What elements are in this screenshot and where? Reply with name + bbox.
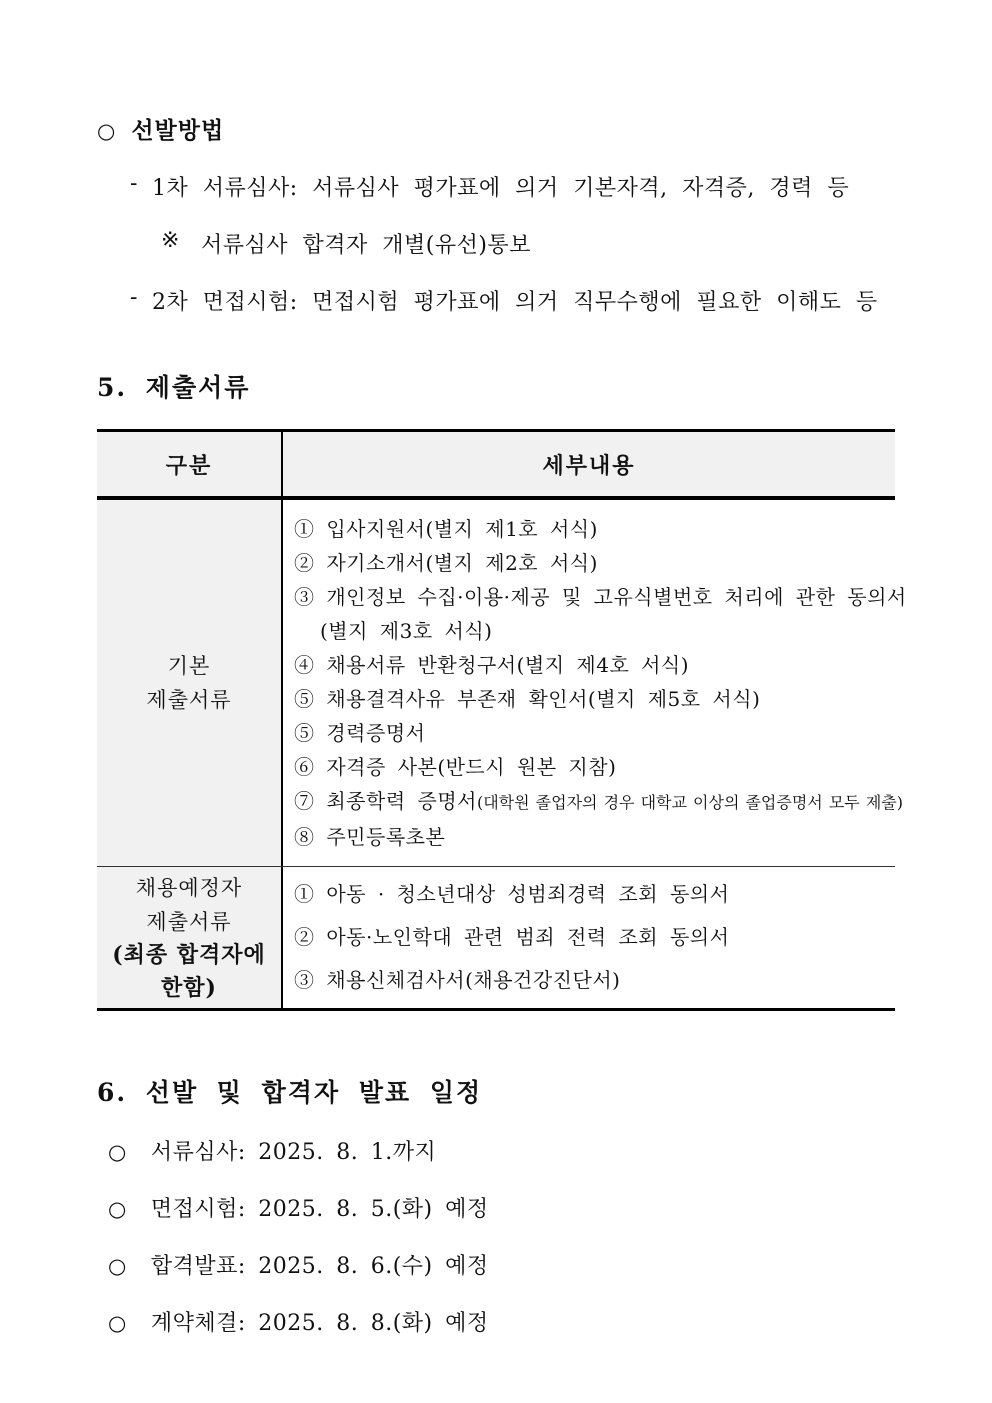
document-item: ⑤ 경력증명서 [294, 721, 426, 745]
document-item-continuation: (별지 제3호 서식) [320, 619, 493, 643]
col-header-category: 구분 [97, 432, 281, 496]
schedule-item-contract [97, 1306, 895, 1337]
document-item: ① 아동 · 청소년대상 성범죄경력 조회 동의서 [294, 882, 730, 906]
schedule-item-text: 합격발표: 2025. 8. 6.(수) 예정 [150, 1254, 489, 1279]
row-label-line: 채용예정자 [135, 875, 243, 900]
document-item-small-note: (대학원 졸업자의 경우 대학교 이상의 졸업증명서 모두 제출) [476, 793, 903, 812]
selection-step-2 [97, 285, 895, 316]
schedule-section [97, 1135, 895, 1337]
circle-bullet-icon: ○ [108, 1311, 127, 1335]
schedule-item-text: 계약체결: 2025. 8. 8.(화) 예정 [150, 1311, 489, 1336]
document-item-main: ⑦ 최종학력 증명서 [294, 789, 477, 813]
section-5-heading: 5. 제출서류 [97, 373, 251, 402]
schedule-item-interview [97, 1192, 895, 1223]
circle-bullet-icon: ○ [97, 119, 117, 143]
document-item: ⑧ 주민등록초본 [294, 825, 446, 849]
selection-step-1-text: 1차 서류심사: 서류심사 평가표에 의거 기본자격, 자격증, 경력 등 [152, 176, 850, 201]
circle-bullet-icon: ○ [108, 1254, 127, 1278]
documents-table [97, 429, 907, 1011]
table-row-final-documents [97, 866, 895, 1008]
row-label-bold-line: (최종 합격자에 [112, 941, 266, 968]
document-item: ② 자기소개서(별지 제2호 서식) [294, 551, 598, 575]
schedule-item-announcement [97, 1249, 895, 1280]
row-label-line: 제출서류 [146, 688, 232, 712]
row-label-bold-line: 한함) [161, 974, 217, 1001]
document-item: ② 아동·노인학대 관련 범죄 전력 조회 동의서 [294, 925, 730, 949]
section-6-heading: 6. 선발 및 합격자 발표 일정 [97, 1078, 483, 1107]
schedule-item-text: 서류심사: 2025. 8. 1.까지 [150, 1140, 437, 1165]
document-item: ④ 채용서류 반환청구서(별지 제4호 서식) [294, 653, 690, 677]
dash-bullet-icon: - [130, 171, 138, 196]
selection-method-title [97, 112, 895, 145]
selection-step-2-text: 2차 면접시험: 면접시험 평가표에 의거 직무수행에 필요한 이해도 등 [152, 290, 878, 315]
schedule-item-review [97, 1135, 895, 1166]
circle-bullet-icon: ○ [108, 1197, 127, 1221]
document-item: ⑥ 자격증 사본(반드시 원본 지참) [294, 755, 617, 779]
reference-mark-icon: ※ [161, 228, 180, 253]
final-documents-list [281, 867, 895, 1008]
basic-documents-list [281, 500, 913, 866]
dash-bullet-icon: - [130, 285, 138, 310]
selection-method-title-text: 선발방법 [131, 117, 225, 144]
selection-note [97, 228, 895, 259]
row-label-final [97, 867, 281, 1008]
document-item: ③ 채용신체검사서(채용건강진단서) [294, 968, 621, 992]
selection-note-text: 서류심사 합격자 개별(유선)통보 [201, 233, 531, 258]
circle-bullet-icon: ○ [108, 1140, 127, 1164]
document-item: ③ 개인정보 수집·이용·제공 및 고유식별번호 처리에 관한 동의서 [294, 585, 907, 609]
document-item [294, 784, 907, 820]
row-label-basic [97, 500, 281, 866]
document-page [97, 112, 907, 1337]
selection-method-section [97, 112, 895, 316]
schedule-item-text: 면접시험: 2025. 8. 5.(화) 예정 [150, 1197, 489, 1222]
selection-step-1 [97, 171, 895, 202]
row-label-line: 제출서류 [146, 909, 232, 934]
table-header-row [97, 432, 895, 496]
row-label-line: 기본 [167, 654, 211, 678]
document-item: ⑤ 채용결격사유 부존재 확인서(별지 제5호 서식) [294, 687, 761, 711]
table-row-basic-documents [97, 500, 907, 866]
col-header-details: 세부내용 [281, 432, 895, 496]
document-item: ① 입사지원서(별지 제1호 서식) [294, 517, 598, 541]
